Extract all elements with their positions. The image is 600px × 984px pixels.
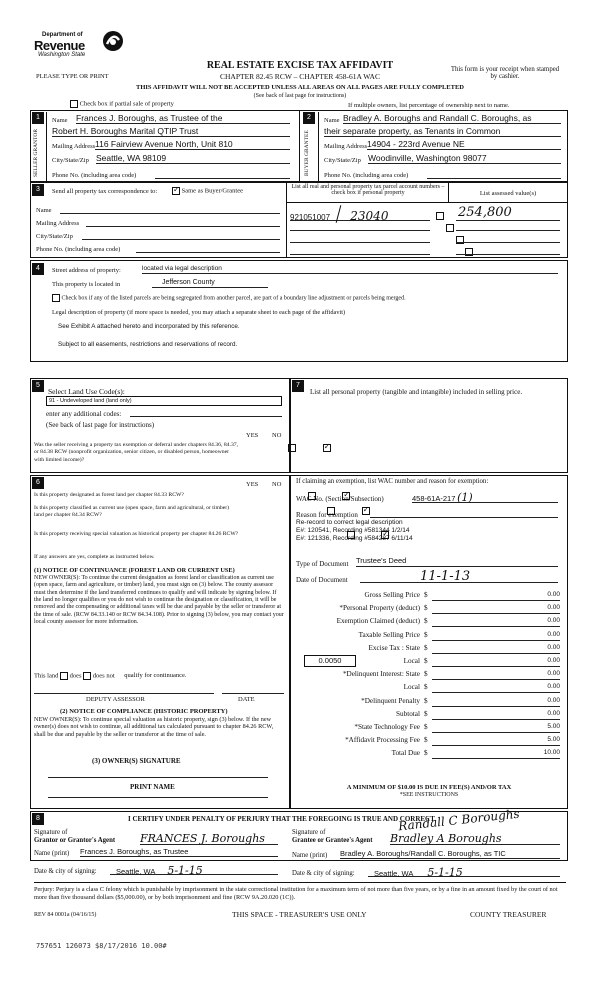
tax-row <box>296 669 564 682</box>
parcel-field-3[interactable] <box>290 242 430 243</box>
tax-row-label: *Personal Property (deduct) <box>339 604 420 613</box>
grantor-name-field[interactable]: Frances J. Boroughs, as Trustee <box>80 847 278 857</box>
assessed-header: List assessed value(s) <box>479 190 537 197</box>
buyer-city-field[interactable]: Woodinville, Washington 98077 <box>368 153 561 164</box>
reason-line-2: E#: 120541, Recording #581344 1/2/14 <box>296 527 410 534</box>
tax-row-label: Excise Tax : State <box>368 643 420 652</box>
exemption-question: Was the seller receiving a property tax exemption or deferral under chapters 84.36, 84.37, or 84.38 RCW (nonprofit organization, senior citizen, or disabled person, homeowner with limited income)? <box>34 442 239 463</box>
tax-row-value[interactable]: 0.00 <box>432 683 560 693</box>
personal-property-text: List all personal property (tangible and intangible) included in selling price. <box>310 388 523 396</box>
tax-row-value[interactable]: 0.00 <box>432 657 560 667</box>
additional-codes-field[interactable] <box>130 416 282 417</box>
form-title: REAL ESTATE EXCISE TAX AFFIDAVIT <box>206 60 394 71</box>
wac-field[interactable]: 458-61A-217 (1) <box>412 491 558 503</box>
buyer-phone-field[interactable] <box>427 170 561 179</box>
personal-property-checkbox[interactable] <box>456 236 464 244</box>
tax-row <box>296 722 564 735</box>
parcel-field-4[interactable] <box>290 254 430 255</box>
tax-row <box>296 682 564 695</box>
owner-print-name-field[interactable] <box>48 797 268 798</box>
tax-row-value[interactable]: 0.00 <box>432 604 560 614</box>
tax-row-label: Gross Selling Price <box>364 591 420 599</box>
buyer-name-field[interactable]: Bradley A. Boroughs and Randall C. Boroughs, as <box>343 113 561 124</box>
assessed-field-2[interactable] <box>456 230 560 231</box>
document-type-field[interactable]: Trustee's Deed <box>356 556 558 567</box>
tax-row-value[interactable]: 0.00 <box>432 617 560 627</box>
dollar-sign: $ <box>424 656 428 665</box>
tax-row-value[interactable]: 0.00 <box>432 631 560 641</box>
section-number: 5 <box>32 380 44 392</box>
minimum-due: A MINIMUM OF $10.00 IS DUE IN FEE(S) AND/OR TAX <box>346 784 512 791</box>
parcel-header: List all real and personal property tax parcel account numbers – check box if personal property <box>291 184 445 196</box>
land-use-select[interactable]: 91 - Undeveloped land (land only) <box>46 396 282 406</box>
qualify-row: This land does does not qualify for continuance. <box>34 672 187 680</box>
buyer-name-field-2[interactable]: their separate property, as Tenants in Common <box>324 126 561 137</box>
tax-row-value[interactable]: 0.00 <box>432 591 560 601</box>
treasurer-space: THIS SPACE - TREASURER'S USE ONLY <box>232 910 367 919</box>
does-checkbox[interactable] <box>60 672 68 680</box>
section-number: 2 <box>303 112 315 124</box>
deputy-date-field[interactable] <box>222 693 284 694</box>
dollar-sign: $ <box>424 709 428 718</box>
multiple-owners-note: If multiple owners, list percentage of ownership next to name. <box>348 102 510 109</box>
sec3-mailing-field[interactable] <box>86 226 280 227</box>
street-address-field[interactable]: located via legal description <box>142 265 558 274</box>
sec3-name-field[interactable] <box>60 213 280 214</box>
same-as-buyer[interactable]: ✓ Same as Buyer/Grantee <box>172 187 243 195</box>
county-field[interactable]: Jefferson County <box>152 279 268 288</box>
tax-row-label: Subtotal <box>396 709 420 718</box>
tax-row-value[interactable]: 5.00 <box>432 723 560 733</box>
section-number: 4 <box>32 263 44 275</box>
tax-row <box>296 735 564 748</box>
seller-name-field[interactable]: Frances J. Boroughs, as Trustee of the <box>76 113 290 124</box>
dollar-sign: $ <box>424 591 428 599</box>
tax-row <box>296 709 564 722</box>
receipt-note: This form is your receipt when stamped by cashier. <box>450 66 560 80</box>
dor-logo: Department of Revenue Washington State <box>30 26 130 66</box>
subject-text: Subject to all easements, restrictions and reservations of record. <box>58 341 238 348</box>
dollar-sign: $ <box>424 696 428 705</box>
dollar-sign: $ <box>424 630 428 639</box>
tax-row <box>296 630 564 643</box>
seller-city-field[interactable]: Seattle, WA 98109 <box>96 153 290 164</box>
sec3-phone-field[interactable] <box>136 252 280 253</box>
section-number: 3 <box>32 184 44 196</box>
tax-row <box>296 603 564 616</box>
form-revision: REV 84 0001a (04/16/15) <box>34 912 97 918</box>
section-number: 1 <box>32 112 44 124</box>
tax-row <box>296 696 564 709</box>
grantee-name-field[interactable]: Bradley A. Boroughs/Randall C. Boroughs, as TIC <box>340 849 560 859</box>
divider <box>299 110 300 182</box>
personal-property-checkbox[interactable] <box>436 212 444 220</box>
dor-swirl-icon <box>102 30 124 52</box>
tax-row-label: *Delinquent Interest: State <box>342 670 420 679</box>
land-use-title: Select Land Use Code(s): <box>48 387 125 396</box>
personal-property-checkbox[interactable] <box>446 224 454 232</box>
dollar-sign: $ <box>424 617 428 626</box>
tax-row-label: *Affidavit Processing Fee <box>345 736 420 745</box>
notice-continuance-text: NEW OWNER(S): To continue the current designation as forest land or classification as current use (open space, farm and agriculture, or timber) land, you must sign on (3) below. The county assessor must then determine if the land transferred continues to qualify and will indicate by signing below. If the land no longer qualifies or you do not wish to continue the designation or classification, it will be removed and the compensating or additional taxes will be due and payable by the seller or transferor at the time of sale. (RCW 84.33.140 or RCW 84.34.108). Prior to signing (3) below, you may contact your local county assessor for more information. <box>34 575 284 625</box>
tax-row-label: Exemption Claimed (deduct) <box>336 617 420 626</box>
tax-row-label: Total Due <box>391 749 420 758</box>
buyer-side-label: BUYER GRANTEE <box>304 130 310 176</box>
see-back: (See back of last page for instructions) <box>253 93 347 99</box>
dollar-sign: $ <box>424 736 428 745</box>
county-treasurer: COUNTY TREASURER <box>470 910 547 919</box>
segregated-option[interactable]: Check box if any of the listed parcels are being segregated from another parcel, are part of a boundary line adjustment or parcels being merged. <box>52 294 406 302</box>
deputy-assessor-signature[interactable] <box>34 693 214 694</box>
treasurer-stamp: 757651 126073 $8/17/2016 10.00# <box>36 942 167 950</box>
tax-row <box>296 616 564 629</box>
exhibit-text: See Exhibit A attached hereto and incorporated by this reference. <box>58 323 240 330</box>
dollar-sign: $ <box>424 722 428 731</box>
assessed-field[interactable]: 254,800 <box>456 205 560 221</box>
owner-signature-title: (3) OWNER(S) SIGNATURE <box>92 757 181 765</box>
partial-sale[interactable]: Check box if partial sale of property <box>70 100 174 108</box>
seller-mailing-field[interactable]: 116 Fairview Avenue North, Unit 810 <box>95 139 290 150</box>
tax-row-label: *Delinquent Penalty <box>361 696 420 705</box>
legal-description-label: Legal description of property (if more space is needed, you may attach a separate sheet to each page of the affidavit) <box>52 309 346 316</box>
tax-row-value[interactable]: 0.00 <box>432 697 560 707</box>
seller-phone-field[interactable] <box>155 170 290 179</box>
tax-row-value[interactable]: 0.00 <box>432 644 560 654</box>
tax-row <box>296 656 564 669</box>
tax-row <box>296 590 564 603</box>
tax-row-label: Taxable Selling Price <box>358 630 420 639</box>
reason-line-1: Re-record to correct legal description <box>296 519 403 526</box>
grantee-signature-field[interactable]: Bradley A Boroughs <box>390 832 560 845</box>
dollar-sign: $ <box>424 670 428 679</box>
assessed-field-3[interactable] <box>456 242 560 243</box>
warning: THIS AFFIDAVIT WILL NOT BE ACCEPTED UNLESS ALL AREAS ON ALL PAGES ARE FULLY COMPLETED <box>136 84 464 91</box>
segregated-checkbox[interactable] <box>52 294 60 302</box>
personal-property-checkbox[interactable] <box>465 248 473 256</box>
notice-compliance-title: (2) NOTICE OF COMPLIANCE (HISTORIC PROPERTY) <box>60 708 228 715</box>
dollar-sign: $ <box>424 604 428 613</box>
assessed-field-4[interactable] <box>456 254 560 255</box>
parcel-field-2[interactable] <box>290 230 430 231</box>
sec3-city-field[interactable] <box>82 239 280 240</box>
certify-text: I CERTIFY UNDER PENALTY OF PERJURY THAT THE FOREGOING IS TRUE AND CORRECT. <box>128 815 437 823</box>
notice-compliance-text: NEW OWNER(S): To continue special valuation as historic property, sign (3) below. If the new owner(s) does not wish to continue, all additional tax calculated pursuant to chapter 84.26 RCW, shall be due and payable by the seller or transferor at the time of sale. <box>34 716 274 738</box>
form-subtitle: CHAPTER 82.45 RCW – CHAPTER 458-61A WAC <box>220 72 380 81</box>
grantee-signature-1: Randall C Boroughs <box>397 806 521 834</box>
print-note: PLEASE TYPE OR PRINT <box>36 73 109 80</box>
same-as-buyer-checkbox[interactable] <box>172 187 180 195</box>
tax-row <box>296 748 564 761</box>
perjury-text: Perjury: Perjury is a class C felony which is punishable by imprisonment in the state correctional institution for a maximum term of not more than five years, or by a fine in an amount fixed by the court of not more than five thousand dollars ($5,000.00), or by both imprisonment and fine (RCW 9A.20.020 (1C)). <box>34 886 558 902</box>
does-not-checkbox[interactable] <box>83 672 91 680</box>
tax-calculation-table <box>296 590 564 761</box>
tax-row-label: Local <box>403 656 420 665</box>
dollar-sign: $ <box>424 749 428 758</box>
tax-row-value[interactable]: 10.00 <box>432 749 560 759</box>
tax-row-label: Local <box>403 683 420 692</box>
tax-row-value[interactable]: 5.00 <box>432 736 560 746</box>
owner-signature-field[interactable] <box>48 777 268 778</box>
seller-name-field-2[interactable]: Robert H. Boroughs Marital QTIP Trust <box>52 126 290 137</box>
grantor-signature-field[interactable]: FRANCES J. Boroughs <box>140 832 278 845</box>
tax-row-label: *State Technology Fee <box>354 722 420 731</box>
parcel-field[interactable]: 921051007 23040 <box>290 209 430 221</box>
document-date-field[interactable]: 11-1-13 <box>360 569 558 583</box>
local-rate-field[interactable]: 0.0050 <box>304 655 356 667</box>
seller-side-label: SELLER GRANTOR <box>33 128 39 178</box>
claim-exemption-text: If claiming an exemption, list WAC number and reason for exemption: <box>296 478 489 485</box>
section-number: 6 <box>32 477 44 489</box>
notice-continuance-title: (1) NOTICE OF CONTINUANCE (FOREST LAND OR CURRENT USE) <box>34 567 235 574</box>
grantor-date-city-field[interactable]: Seattle, WA 5-1-15 <box>110 864 278 875</box>
tax-row-value[interactable]: 0.00 <box>432 670 560 680</box>
reason-line-3: E#: 121336, Recording #584287 6/11/14 <box>296 535 413 542</box>
dollar-sign: $ <box>424 643 428 652</box>
section-number: 7 <box>292 380 304 392</box>
section-number: 8 <box>32 813 44 825</box>
dollar-sign: $ <box>424 683 428 692</box>
partial-sale-checkbox[interactable] <box>70 100 78 108</box>
grantee-date-city-field[interactable]: Seattle, WA 5-1-15 <box>368 866 560 877</box>
buyer-mailing-field[interactable]: 14904 - 223rd Avenue NE <box>367 139 561 150</box>
tax-row-value[interactable]: 0.00 <box>432 710 560 720</box>
